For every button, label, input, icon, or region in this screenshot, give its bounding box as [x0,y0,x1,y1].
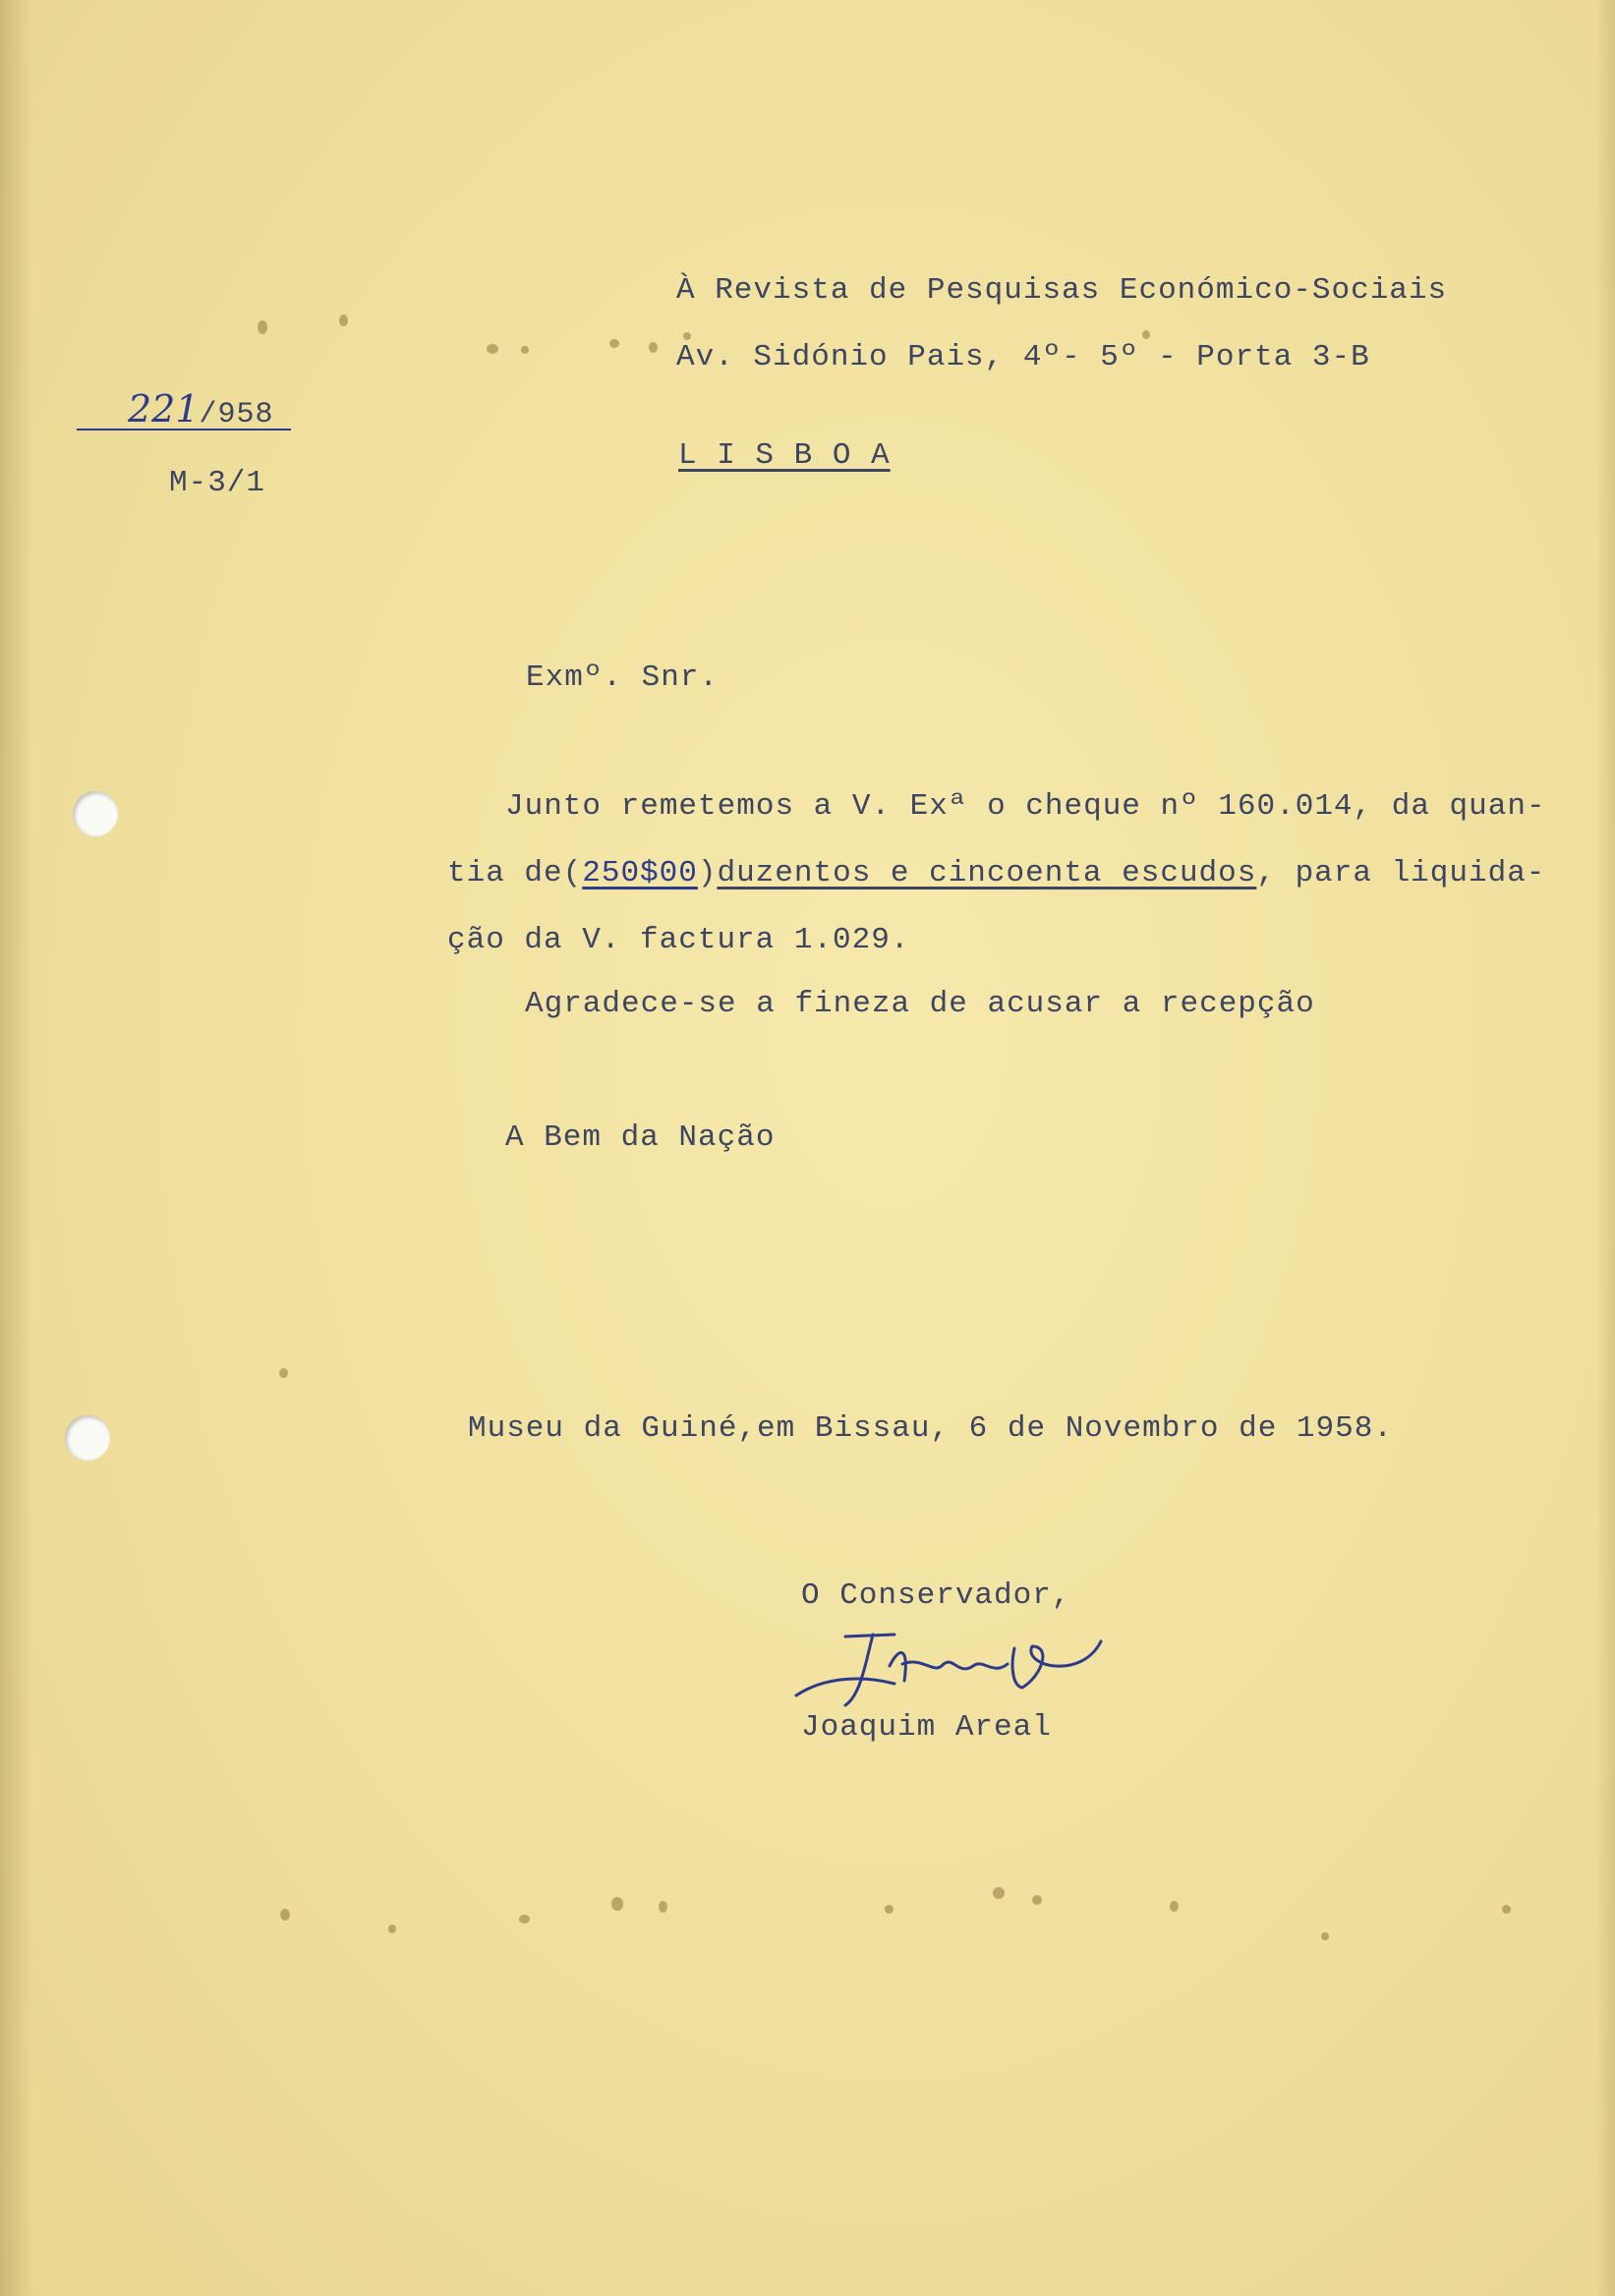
addressee-city: L I S B O A [678,438,891,473]
place-date: Museu da Guiné,em Bissau, 6 de Novembro de 1958. [468,1411,1393,1446]
reference-underline [77,429,291,430]
punch-hole-bottom [65,1415,110,1461]
amount-figures: 250$00 [582,856,698,890]
signatory-title: O Conservador, [801,1578,1071,1613]
reference-number-handwritten: 221 [128,387,200,430]
reference-number [128,387,274,431]
punch-hole-top [73,791,118,836]
body-line-1: Junto remetemos a V. Exª o cheque nº 160.014, da quan- [505,789,1546,824]
file-code: M-3/1 [169,466,266,500]
page-edge-shadow [0,0,33,2296]
body-line-2 [447,840,1545,907]
body-line-2-end: , para liquida- [1256,856,1546,890]
closing: A Bem da Nação [505,1120,776,1155]
addressee-line-2: Av. Sidónio Pais, 4º- 5º - Porta 3-B [676,340,1370,374]
body-line-4: Agradece-se a fineza de acusar a recepção [525,987,1315,1021]
addressee-line-1: À Revista de Pesquisas Económico-Sociais [676,273,1448,308]
body-line-2-start: tia de( [447,856,583,890]
body-line-3: ção da V. factura 1.029. [447,923,910,957]
signatory-name: Joaquim Areal [801,1710,1052,1745]
salutation: Exmº. Snr. [526,660,720,695]
handwritten-signature [786,1607,1121,1725]
page-right-edge [1595,0,1615,2296]
body-line-2-paren: ) [697,856,718,890]
reference-year: /958 [199,398,274,431]
amount-words: duzentos e cincoenta escudos [717,856,1257,890]
